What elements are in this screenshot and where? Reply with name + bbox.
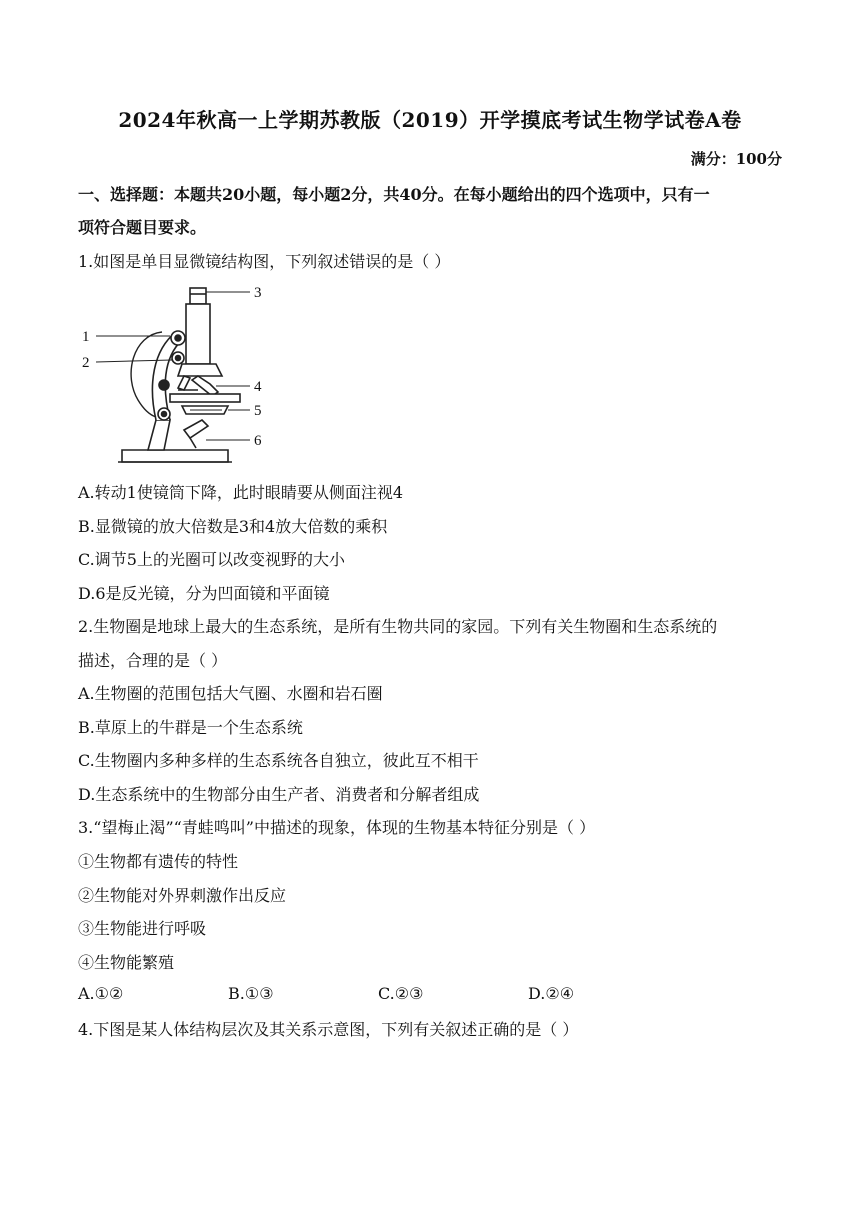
exam-title: 2024年秋高一上学期苏教版（2019）开学摸底考试生物学试卷A卷 [118,108,742,132]
question-3-item-4: ④生物能繁殖 [78,953,175,972]
question-1-option-c: C.调节5上的光圈可以改变视野的大小 [78,550,345,569]
question-3-item-2: ②生物能对外界刺激作出反应 [78,886,287,905]
question-2-option-b: B.草原上的牛群是一个生态系统 [78,718,303,737]
question-1-option-d: D.6是反光镜，分为凹面镜和平面镜 [78,584,330,603]
figure-label-6: 6 [254,433,262,449]
question-3-option-b: B.①③ [228,984,274,1003]
section-heading-line2: 项符合题目要求。 [78,218,207,237]
question-2-option-a: A.生物圈的范围包括大气圈、水圈和岩石圈 [78,684,383,703]
figure-label-4: 4 [254,379,262,395]
question-1-option-b: B.显微镜的放大倍数是3和4放大倍数的乘积 [78,517,388,536]
question-3-item-3: ③生物能进行呼吸 [78,919,207,938]
question-2-stem-line2: 描述，合理的是（ ） [78,651,228,670]
figure-label-1: 1 [82,329,90,345]
full-score: 满分：100分 [690,150,782,168]
question-2-option-d: D.生态系统中的生物部分由生产者、消费者和分解者组成 [78,785,480,804]
figure-label-5: 5 [254,403,262,419]
question-2-stem-line1: 2.生物圈是地球上最大的生态系统，是所有生物共同的家园。下列有关生物圈和生态系统的 [78,617,718,636]
question-2-option-c: C.生物圈内多种多样的生态系统各自独立，彼此互不相干 [78,751,479,770]
microscope-figure [78,280,278,470]
figure-label-2: 2 [82,355,90,371]
section-heading-line1: 一、选择题：本题共20小题，每小题2分，共40分。在每小题给出的四个选项中，只有一 [78,185,710,204]
question-3-option-c: C.②③ [378,984,424,1003]
question-1-stem: 1.如图是单目显微镜结构图，下列叙述错误的是（ ） [78,252,451,271]
question-3-item-1: ①生物都有遗传的特性 [78,852,239,871]
question-3-option-a: A.①② [78,984,124,1003]
question-4-stem: 4.下图是某人体结构层次及其关系示意图，下列有关叙述正确的是（ ） [78,1020,579,1039]
question-3-stem: 3.“望梅止渴”“青蛙鸣叫”中描述的现象，体现的生物基本特征分别是（ ） [78,818,596,837]
question-3-option-d: D.②④ [528,984,575,1003]
question-1-option-a: A.转动1使镜筒下降，此时眼睛要从侧面注视4 [78,483,404,502]
figure-label-3: 3 [254,285,262,301]
